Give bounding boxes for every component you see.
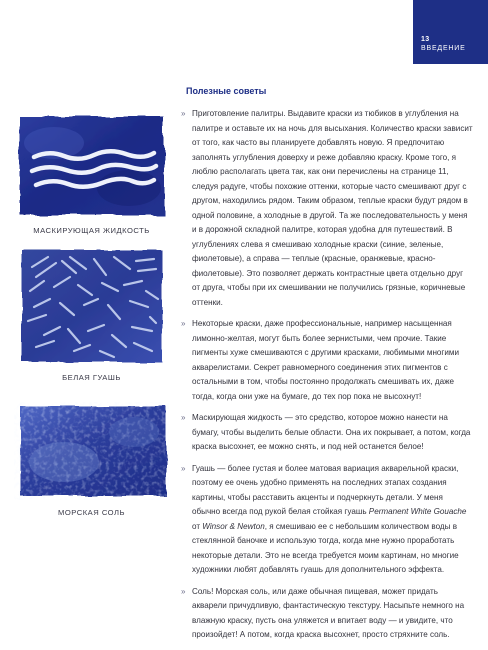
bullet-icon: » <box>181 463 186 473</box>
swatch-sea-salt <box>14 402 169 517</box>
tip-text: Приготовление палитры. Выдавите краски из тюбиков в углубления на палитре и оставьте их на ночь для высыхания. Количество краски зависит от того, как часто вы планируете добавлять новую. Я предпочитаю заполнять углубления доверху и реже добавляю краску. Кроме того, я люблю располагать цвета так, как они перечислены на странице 11, следуя радуге, чтобы похожие оттенки, которые часто смешивают друг с другом, находились рядом. Таким образом, теплые краски будут рядом в одной половине, а холодные в другой. Та же последовательность у меня и в дорожной складной палитре, которая удобна для путешествий. В углублениях слева я смешиваю холодные краски (синие, зеленые, фиолетовые), а справа — теплые (красные, оранжевые, красно-фиолетовые). Это позволяет держать контрастные цвета отдельно друг от друга, чтобы при их смешивании не получились грязные, коричневые оттенки. <box>192 109 473 307</box>
tip-text: Соль! Морская соль, или даже обычная пищевая, может придать акварели причудливую, фантастическую текстуру. Насыпьте немного на влажную краску, пусть она уляжется и впитает воду — и увидите, что произойдет! А потом, когда краска высохнет, просто стряхните соль. <box>192 586 465 639</box>
swatch-white-gouache <box>14 247 169 382</box>
tip-text-part: от <box>192 521 203 531</box>
bullet-icon: » <box>181 319 186 328</box>
masking-fluid-painting <box>14 113 169 218</box>
sea-salt-painting <box>14 402 169 500</box>
white-gouache-painting <box>14 247 169 365</box>
tip-palette <box>181 107 473 310</box>
tip-text-part: Гуашь — более густая и более матовая вариация акварельной краски, поэтому ее очень удобно применять на последних этапах создания картины, чтобы расставить акценты и подчеркнуть детали. У меня обычно всегда под рукой белая стойкая гуашь <box>192 463 459 516</box>
tip-masking-fluid <box>181 411 473 455</box>
bullet-icon: » <box>181 109 186 118</box>
tips-list <box>181 107 473 650</box>
tip-gouache <box>181 462 473 578</box>
section-label: ВВЕДЕНИЕ <box>421 45 466 52</box>
tip-text: Маскирующая жидкость — это средство, которое можно нанести на бумагу, чтобы выделить белые области. Она их покрывает, а потом, когда краска высохнет, ее можно снять, и под ней останется белое! <box>192 413 471 451</box>
product-name: Permanent White Gouache <box>368 507 467 516</box>
bullet-icon: » <box>181 586 186 596</box>
tip-grainy-paints <box>181 317 473 404</box>
page-number-tab <box>413 0 488 64</box>
swatch-caption: БЕЛАЯ ГУАШЬ <box>62 373 121 382</box>
tip-salt <box>181 585 473 643</box>
tip-text: Некоторые краски, даже профессиональные, например насыщенная лимонно-желтая, могут быть более зернистыми, чем прочие. Такие пигменты хуже смешиваются с другими красками, любимыми многими акварелистами. Секрет равномерного соединения этих пигментов с остальными в том, чтобы постоянно продолжать смешивать их, даже тогда, когда они уже на бумаге, до тех пор пока не высохнут! <box>192 319 459 401</box>
swatch-caption: МОРСКАЯ СОЛЬ <box>58 508 125 517</box>
section-heading: Полезные советы <box>186 86 267 96</box>
swatch-masking-fluid <box>14 113 169 235</box>
brand-name: Winsor & Newton <box>202 521 265 531</box>
swatch-caption: МАСКИРУЮЩАЯ ЖИДКОСТЬ <box>33 226 150 235</box>
bullet-icon: » <box>181 413 186 422</box>
page-number: 13 <box>421 36 430 43</box>
tip-text-part: , я смешиваю ее с небольшим количеством воды в стеклянной баночке и использую тогда, когда мне нужно проработать некоторые детали. Это не всегда требуется моим картинам, но многие художники любят добавлять гуашь для дополнительного эффекта. <box>192 521 459 574</box>
